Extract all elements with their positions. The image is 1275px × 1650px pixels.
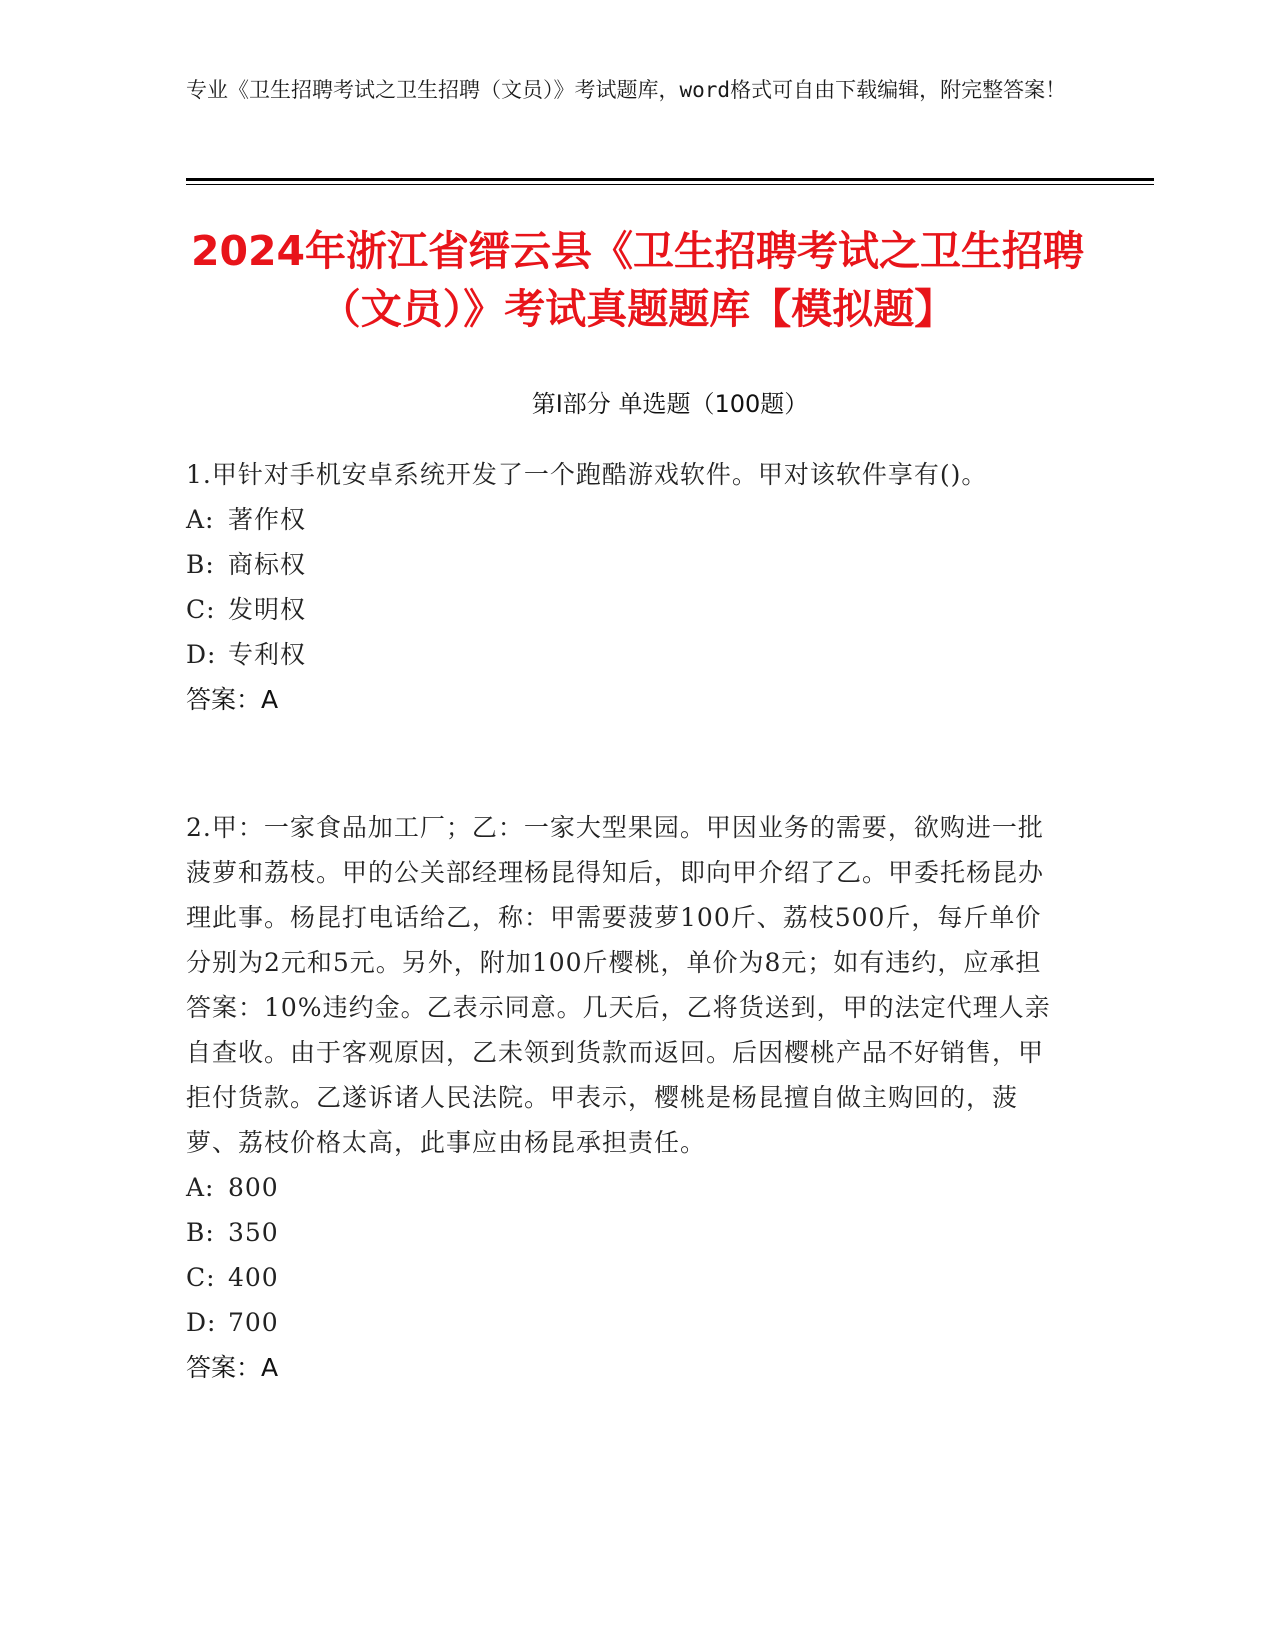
question-stem: 2.甲：一家食品加工厂；乙：一家大型果园。甲因业务的需要，欲购进一批菠萝和荔枝。甲的公关部经理杨昆得知后，即向甲介绍了乙。甲委托杨昆办理此事。杨昆打电话给乙，称：甲需要菠萝100斤、荔枝500斤，每斤单价分别为2元和5元。另外，附加100斤樱桃，单价为8元；如有违约，应承担答案：10%违约金。乙表示同意。几天后，乙将货送到，甲的法定代理人亲自查收。由于客观原因，乙未领到货款而返回。后因樱桃产品不好销售，甲拒付货款。乙遂诉诸人民法院。甲表示，樱桃是杨昆擅自做主购回的，菠萝、荔枝价格太高，此事应由杨昆承担责任。 <box>186 813 1051 1157</box>
answer: 答案：A <box>186 1353 279 1382</box>
option-key: B: <box>186 1218 215 1247</box>
option-text: 400 <box>228 1263 279 1292</box>
document-title: 2024年浙江省缙云县《卫生招聘考试之卫生招聘（文员）》考试真题题库【模拟题】 <box>190 227 1085 333</box>
option-c <box>186 587 1066 632</box>
option-text: 商标权 <box>228 550 307 579</box>
option-text: 专利权 <box>228 640 307 669</box>
option-d <box>186 632 1066 677</box>
option-key: D: <box>186 640 217 669</box>
option-text: 发明权 <box>228 595 307 624</box>
option-text: 350 <box>228 1218 279 1247</box>
question-1 <box>186 452 1066 722</box>
option-d <box>186 1300 1066 1345</box>
option-key: C: <box>186 1263 216 1292</box>
option-text: 800 <box>228 1173 279 1202</box>
option-a <box>186 1165 1066 1210</box>
option-a <box>186 497 1066 542</box>
option-b <box>186 542 1066 587</box>
option-text: 700 <box>228 1308 279 1337</box>
option-key: A: <box>186 1173 215 1202</box>
question-stem: 1.甲针对手机安卓系统开发了一个跑酷游戏软件。甲对该软件享有()。 <box>186 460 988 489</box>
section-title: 第I部分 单选题（100题） <box>531 390 809 418</box>
answer: 答案：A <box>186 685 279 714</box>
header-divider <box>186 178 1154 181</box>
option-text: 著作权 <box>228 505 307 534</box>
option-b <box>186 1210 1066 1255</box>
option-key: B: <box>186 550 215 579</box>
header-divider-thin <box>186 184 1154 185</box>
option-key: C: <box>186 595 216 624</box>
option-key: D: <box>186 1308 217 1337</box>
header-note: 专业《卫生招聘考试之卫生招聘（文员）》考试题库，word格式可自由下载编辑，附完整答案！ <box>186 78 1067 102</box>
option-key: A: <box>186 505 215 534</box>
question-2 <box>186 805 1066 1390</box>
option-c <box>186 1255 1066 1300</box>
